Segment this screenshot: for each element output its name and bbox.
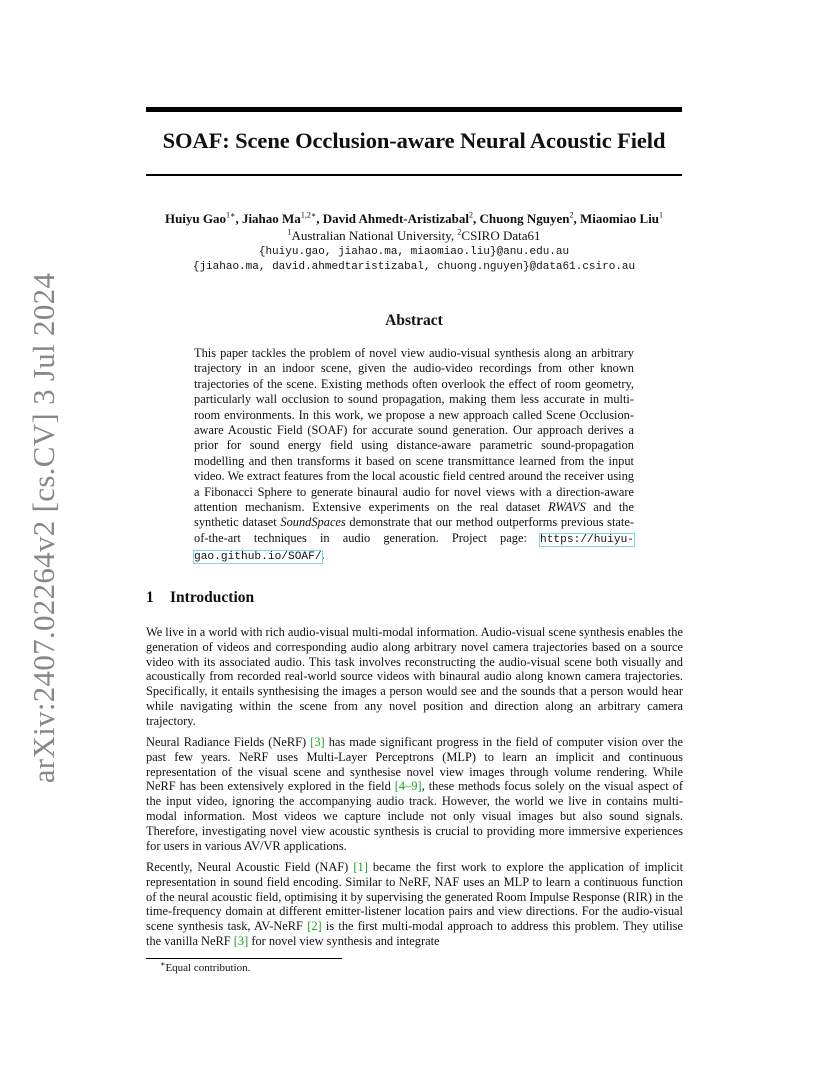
author-mark: 1∗ — [226, 210, 236, 220]
abstract-end: . — [321, 548, 325, 563]
paragraph-text: Neural Radiance Fields (NeRF) — [146, 735, 311, 749]
author-name: David Ahmedt-Aristizabal — [322, 211, 469, 226]
author-name: Miaomiao Liu — [579, 211, 660, 226]
affiliation-mark: 1 — [287, 227, 292, 237]
footnote-rule — [146, 958, 342, 959]
dataset-name: RWAVS — [548, 500, 586, 515]
title-rule-bottom — [146, 174, 682, 176]
dataset-name: SoundSpaces — [280, 515, 346, 530]
citation-link[interactable]: [4–9] — [394, 779, 422, 794]
section-title: Introduction — [170, 589, 255, 606]
paragraph-text: became the first work to explore the application of implicit representation in sound field encoding. Similar to NeRF, NAF uses an MLP to learn a continuous function of the neural acoustic field, optimising it by supervising the generated Room Impulse Response (RIR) in the time-frequency domain at different emitter-listener location pairs and view directions. For the audio-visual scene synthesis task, AV-NeRF — [146, 860, 684, 934]
citation-link[interactable]: [3] — [310, 735, 325, 749]
affiliations — [146, 228, 682, 244]
paragraph-text: has made significant progress in the field of computer vision over the past few years. NeRF uses Multi-Layer Perceptrons (MLP) to learn an implicit and continuous representation of the visual scene and synthesise novel view images through volume rendering. While NeRF has been extensively explored in the field — [146, 735, 683, 794]
intro-paragraph-2 — [146, 735, 683, 853]
affiliation-mark: 2 — [457, 227, 462, 237]
abstract-heading: Abstract — [385, 312, 443, 329]
abstract-text: This paper tackles the problem of novel view audio-visual synthesis along an arbitrary trajectory in an indoor scene, given the audio-video recordings from other known trajectories of the scene. Existing methods often overlook the effect of room geometry, particularly wall occlusion to sound propagation, making them less accurate in multi-room environments. In this work, we propose a new approach called Scene Occlusion-aware Acoustic Field (SOAF) for accurate sound generation. Our approach derives a prior for sound energy field using distance-aware parametric sound-propagation modelling and then transforms it based on scene transmittance learned from the input video. We extract features from the local acoustic field centred around the receiver using a Fibonacci Sphere to generate binaural audio for novel views with a direction-aware attention mechanism. Extensive experiments on the real dataset — [194, 346, 634, 515]
email-line-csiro: {jiahao.ma, david.ahmedtaristizabal, chuong.nguyen}@data61.csiro.au — [192, 261, 636, 273]
paper-title: SOAF: Scene Occlusion-aware Neural Acoustic Field — [162, 128, 666, 153]
author-list: Huiyu Gao$^{1∗}$, Jiahao $Ma^{1,2∗}$, David Ahmedt-Aristizabal$^2$, Chuong Nguyen$^2$, Miaomiao Liu$^1$ — [164, 210, 664, 226]
paragraph-text: for novel view synthesis and integrate — [248, 933, 440, 948]
author-name: Jiahao Ma — [241, 211, 301, 226]
author-mark: 1 — [659, 210, 664, 220]
citation-link[interactable]: [1] — [353, 860, 368, 874]
intro-paragraph-3 — [146, 860, 683, 949]
paragraph-text: Recently, Neural Acoustic Field (NAF) — [146, 860, 354, 874]
footnote — [160, 959, 251, 974]
project-page-link[interactable]: https://huiyu-gao.github.io/SOAF/ — [194, 533, 634, 564]
intro-paragraph-1: We live in a world with rich audio-visual multi-modal information. Audio-visual scene synthesis enables the generation of videos and corresponding audio along arbitrary novel camera trajectories based on a source video with its associated audio. This task involves reconstructing the audio-visual scene both visually and acoustically from recorded real-world source videos with binaural audio along known camera trajectories. Specifically, it entails synthesising the images a person would see and the sounds that a person would hear while navigating within the scene from any novel position and direction along an arbitrary camera trajectory. — [146, 625, 683, 728]
abstract-text: and the synthetic dataset — [194, 500, 634, 530]
title-rule-top — [146, 107, 682, 112]
abstract-body — [194, 346, 634, 566]
section-heading — [146, 589, 254, 607]
footnote-mark: ∗ — [160, 959, 166, 969]
citation-link[interactable]: [2] — [307, 919, 322, 934]
affiliation-csiro: CSIRO Data61 — [461, 228, 541, 243]
paragraph-text: , these methods focus solely on the visual aspect of the input video, ignoring the accompanying audio track. However, the world we live in contains multi-modal information. Most videos we capture include not only visual images but also sound signals. Therefore, investigating novel view acoustic synthesis is crucial to providing more immersive experiences for users in various AV/VR applications. — [146, 779, 683, 853]
arxiv-identifier: arXiv:2407.02264v2 [cs.CV] 3 Jul 2024 — [26, 272, 61, 784]
paragraph-text: is the first multi-modal approach to address this problem. They utilise the vanilla NeRF — [146, 919, 683, 948]
author-name: Chuong Nguyen — [479, 211, 570, 226]
author-name: Huiyu Gao — [164, 211, 226, 226]
email-line-anu: {huiyu.gao, jiahao.ma, miaomiao.liu}@anu.edu.au — [258, 246, 570, 258]
section-number: 1 — [146, 589, 154, 606]
footnote-text: Equal contribution. — [165, 962, 251, 974]
author-mark: 2 — [469, 210, 473, 220]
author-mark: 1,2∗ — [300, 210, 317, 220]
abstract-text: demonstrate that our method outperforms previous state-of-the-art techniques in audio generation. Project page: — [194, 515, 634, 545]
author-mark: 2 — [569, 210, 574, 220]
citation-link[interactable]: [3] — [233, 933, 249, 948]
affiliation-anu: Australian National University, — [291, 228, 455, 243]
